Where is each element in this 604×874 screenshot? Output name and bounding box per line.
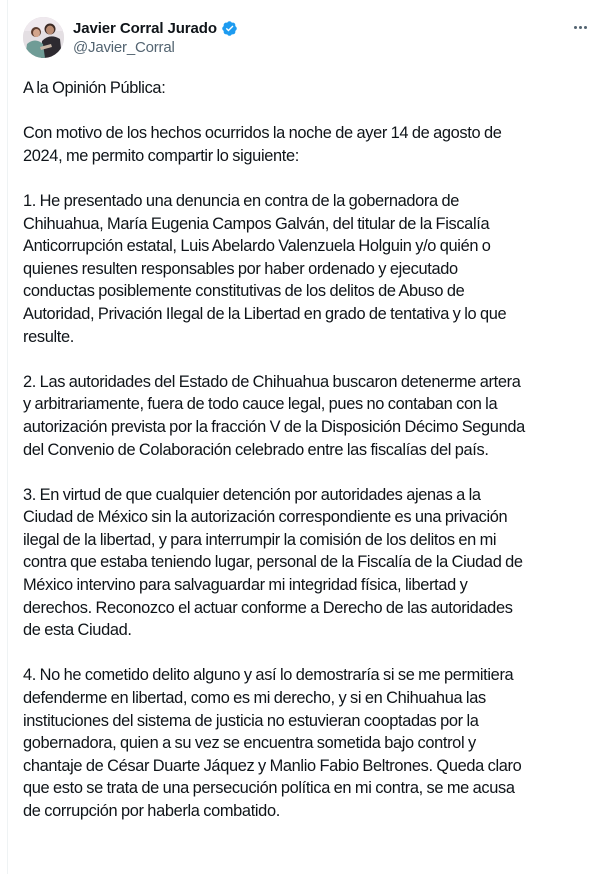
more-dot — [574, 26, 577, 29]
tweet-point-3: 3. En virtud de que cualquier detención por autoridades ajenas a la Ciudad de México sin la autorización correspondiente es una privación ilegal de la libertad, y para interrumpir la comisión de los delitos en mi contra que estaba teniendo lugar, personal de la Fiscalía de la Ciudad de México intervino para salvaguardar mi integridad física, libertad y derechos. Reconozco el actuar conforme a Derecho de las autoridades de esta Ciudad. — [23, 485, 523, 640]
author-handle[interactable]: @Javier_Corral — [73, 39, 175, 56]
more-dot — [579, 26, 582, 29]
tweet-intro: Con motivo de los hechos ocurridos la noche de ayer 14 de agosto de 2024, me permito compartir lo siguiente: — [23, 124, 502, 165]
tweet-point-4: 4. No he cometido delito alguno y así lo demostraría si se me permitiera defenderme en libertad, como es mi derecho, y si en Chihuahua las instituciones del sistema de justicia no estuvieran cooptadas por la gobernadora, quien a su vez se encuentra sometida bajo control y chantaje de César Duarte Jáquez y Manlio Fabio Beltrones. Queda claro que esto se trata de una persecución política en mi contra, se me acusa de corrupción por haberla combatido. — [23, 666, 522, 820]
avatar-photo — [23, 17, 64, 58]
tweet-point-2: 2. Las autoridades del Estado de Chihuahua buscaron detenerme artera y arbitrariamente, fuera de todo cauce legal, pues no contaban con la autorización prevista por la fracción V de la Disposición Décimo Segunda del Convenio de Colaboración celebrado entre las fiscalías del país. — [23, 372, 525, 459]
tweet-text — [23, 77, 598, 823]
avatar[interactable] — [23, 17, 64, 58]
timeline-border — [7, 0, 8, 874]
verified-badge-icon[interactable] — [221, 20, 238, 37]
display-name[interactable]: Javier Corral Jurado — [73, 19, 217, 37]
more-dot — [584, 26, 587, 29]
tweet-header — [23, 16, 593, 60]
author-info — [73, 18, 238, 56]
tweet-point-1: 1. He presentado una denuncia en contra de la gobernadora de Chihuahua, María Eugenia Campos Galván, del titular de la Fiscalía Anticorrupción estatal, Luis Abelardo Valenzuela Holguin y/o quién o quienes resulten responsables por haber ordenado y ejecutado conductas posiblemente constitutivas de los delitos de Abuso de Autoridad, Privación Ilegal de la Libertad en grado de tentativa y lo que resulte. — [23, 191, 507, 346]
more-horizontal-icon[interactable] — [567, 20, 593, 34]
tweet-greeting: A la Opinión Pública: — [23, 79, 166, 97]
display-name-row — [73, 18, 238, 38]
